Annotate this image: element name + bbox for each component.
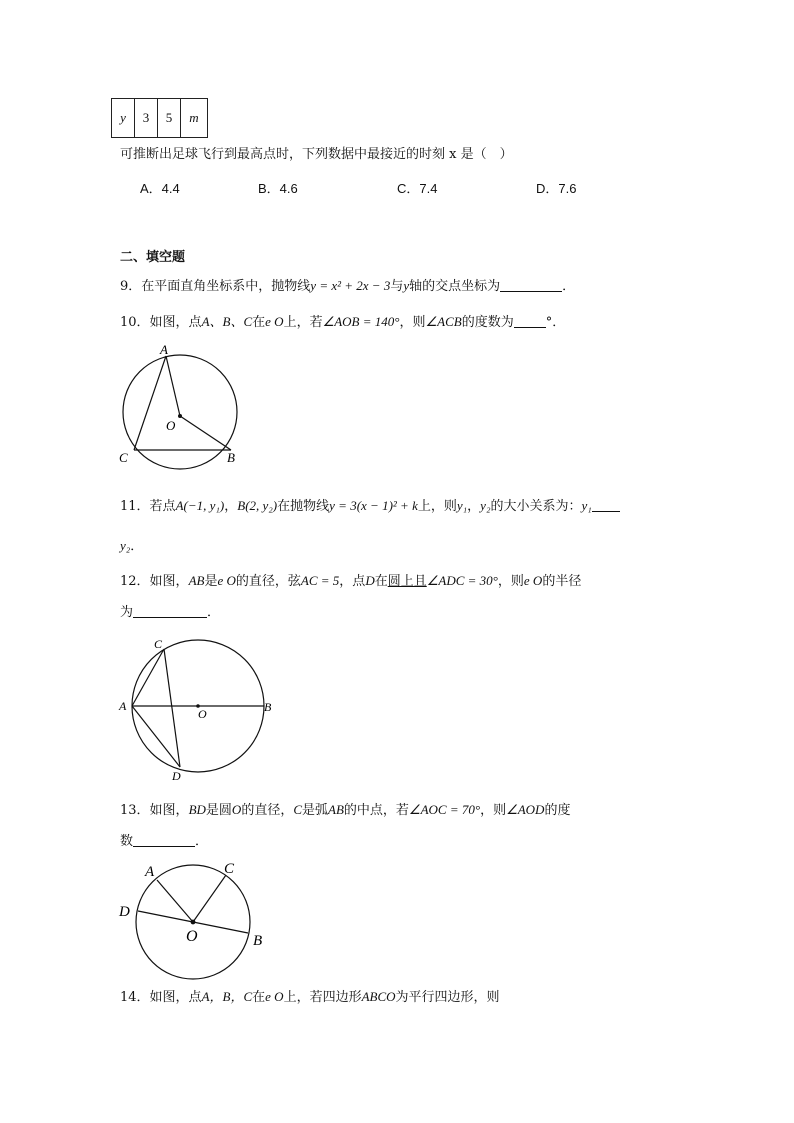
label-o: O [186, 928, 198, 945]
label-d: D [172, 769, 181, 783]
table-cell: 3 [135, 99, 158, 138]
answer-blank [500, 279, 562, 292]
label-o: O [198, 707, 207, 721]
label-c: C [119, 450, 128, 465]
question-11: 11．若点A(−1, y₁)，B(2, y₂)在抛物线y = 3(x − 1)² + k上，则y₁，y₂的大小关系为：y₁ [120, 497, 620, 516]
answer-blank [133, 834, 195, 847]
q8-text: 可推断出足球飞行到最高点时，下列数据中最接近的时刻 x 是（ ） [120, 147, 513, 162]
label-a: A [119, 699, 127, 713]
answer-blank [133, 605, 207, 618]
question-12-cont: 为 ． [120, 605, 221, 620]
question-10: 10．如图，点A、B、C在e O上，若∠AOB = 140°，则∠ACB的度数为 °． [120, 314, 566, 330]
label-a: A [160, 342, 168, 357]
value-table [111, 98, 208, 138]
label-b: B [227, 450, 235, 465]
option-a: A．4.4 [140, 181, 180, 196]
question-9: 9．在平面直角坐标系中，抛物线y = x² + 2x − 3与y轴的交点坐标为 ． [120, 278, 576, 294]
label-b: B [253, 933, 263, 949]
question-11-cont: y₂． [120, 538, 144, 554]
answer-blank [592, 499, 620, 512]
table-cell: 5 [158, 99, 181, 138]
label-c: C [154, 637, 163, 651]
table-cell: y [112, 99, 135, 138]
q10-circle-figure [110, 340, 250, 470]
label-o: O [166, 418, 176, 433]
question-13-cont: 数 ． [120, 834, 209, 849]
table-cell: m [181, 99, 208, 138]
option-d: D．7.6 [536, 181, 577, 196]
section-title: 二、填空题 [120, 249, 186, 264]
label-a: A [145, 864, 155, 880]
answer-blank [514, 315, 546, 328]
label-d: D [119, 904, 130, 920]
label-c: C [224, 861, 235, 877]
option-b: B．4.6 [258, 181, 298, 196]
question-12: 12．如图，AB是e O的直径，弦AC = 5，点D在圆上且∠ADC = 30°，则e O的半径 [120, 573, 582, 589]
q12-circle-figure [114, 634, 284, 784]
question-14: 14．如图，点A，B，C在e O上，若四边形ABCO为平行四边形，则 [120, 989, 500, 1005]
q13-circle-figure [112, 856, 282, 986]
question-13: 13．如图，BD是圆O的直径，C是弧AB的中点，若∠AOC = 70°，则∠AOD的度 [120, 802, 571, 818]
label-b: B [264, 700, 272, 714]
option-c: C．7.4 [397, 181, 438, 196]
